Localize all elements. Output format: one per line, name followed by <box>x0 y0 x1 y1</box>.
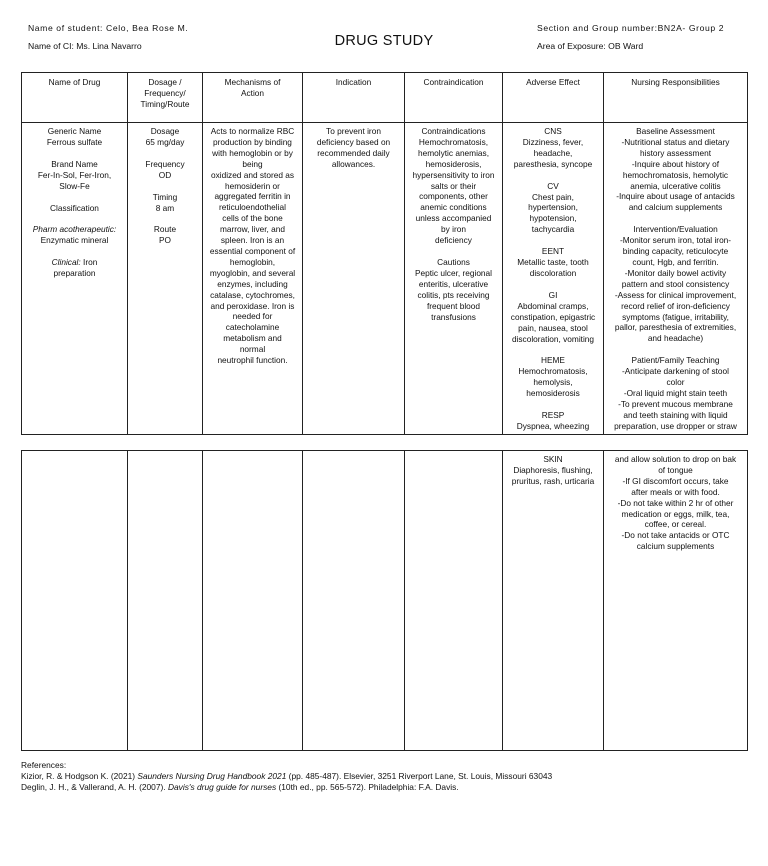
adverse-resp-line: Dyspnea, wheezing <box>516 420 590 431</box>
teaching-line: -If GI discomfort occurs, take <box>622 475 729 486</box>
mechanism-line: enzymes, including <box>217 278 288 289</box>
contraindication-line: salts or their <box>430 180 477 191</box>
mechanism-line: production by binding <box>213 136 292 147</box>
teaching-line: -Do not take antacids or OTC <box>621 530 730 541</box>
mechanism-line: catecholamine <box>225 322 280 333</box>
teaching-line: medication or eggs, milk, tea, <box>621 508 730 519</box>
indication-cell-empty <box>303 451 405 751</box>
mechanism-line: hemoglobin, <box>229 256 276 267</box>
adverse-cv-line: hypertension, <box>528 202 578 213</box>
student-name: Name of student: Celo, Bea Rose M. <box>28 23 189 33</box>
caution-line: enteritis, ulcerative <box>418 278 489 289</box>
drug-study-table <box>21 72 748 435</box>
mechanism-line: reticuloendothelial <box>219 202 286 213</box>
adverse-cns-line: Dizziness, fever, <box>522 136 584 147</box>
mechanism-line: aggregated ferritin in <box>214 191 291 202</box>
indication-line: allowances. <box>331 158 376 169</box>
page-title: DRUG STUDY <box>334 33 434 49</box>
contraindication-line: hemosiderosis, <box>425 158 482 169</box>
adverse-gi-line: constipation, epigastric <box>510 311 596 322</box>
adverse-eent-line: Metallic taste, tooth <box>517 257 589 268</box>
section-group: Section and Group number:BN2A- Group 2 <box>537 23 725 33</box>
ci-name: Name of CI: Ms. Lina Navarro <box>28 41 142 51</box>
mechanism-line: metabolism and <box>223 333 282 344</box>
baseline-line: -Nutritional status and dietary <box>621 136 730 147</box>
mechanism-line: Acts to normalize RBC <box>210 126 295 136</box>
caution-line: transfusions <box>431 311 476 322</box>
intervention-line: -Monitor serum iron, total iron- <box>619 235 732 246</box>
adverse-heme-line: hemolysis, <box>533 377 573 388</box>
baseline-line: -Inquire about history of <box>631 158 720 169</box>
mechanism-line: myoglobin, and several <box>209 267 296 278</box>
teaching-line: of tongue <box>658 464 693 475</box>
teaching-line: -To prevent mucous membrane <box>618 398 733 409</box>
nursing-cell: Baseline Assessment -Nutritional status and dietary history assessment -Inquire about history of hemochromatosis, hemolytic anemia, ulcerative colitis -Inquire about usage of antacids and calcium supplements Intervention/Evaluation -Monitor serum iron, total iron- binding capacity, reticulocyte count, Hgb, and ferritin. -Monitor daily bowel activity pattern and stool consistency -Assess for clinical improvement, record relief of iron-deficiency symptoms (fatigue, irritability, pallor, paresthesia of extremities, and headache) Patient/Family Teaching -Anticipate darkening of stool color -Oral liquid might stain teeth -To prevent mucous membrane and teeth staining with liquid preparation, use dropper or straw <box>604 123 748 435</box>
area-of-exposure: Area of Exposure: OB Ward <box>537 41 644 51</box>
adverse-cv-line: hypotension, <box>529 213 577 224</box>
adverse-cv-line: tachycardia <box>531 224 575 235</box>
teaching-line: after meals or with food. <box>631 486 720 497</box>
contraindication-line: hypersensitivity to iron <box>412 169 495 180</box>
mechanism-line: needed for <box>232 311 273 322</box>
baseline-line: -Inquire about usage of antacids <box>616 191 735 202</box>
table-row <box>22 123 748 435</box>
col-drug-name: Name of Drug <box>22 73 128 123</box>
intervention-line: count, Hgb, and ferritin. <box>632 256 719 267</box>
adverse-cv-line: Chest pain, <box>532 191 574 202</box>
teaching-line: -Oral liquid might stain teeth <box>623 387 728 398</box>
table-header-row <box>22 73 748 123</box>
indication-cell <box>303 123 405 435</box>
drug-name-cell-empty <box>22 451 128 751</box>
intervention-line: pallor, paresthesia of extremities, <box>614 322 737 333</box>
table-row <box>22 451 748 751</box>
mechanism-line: cells of the bone <box>222 213 283 224</box>
adverse-effect-cell: SKIN Diaphoresis, flushing, pruritus, rash, urticaria <box>503 451 604 751</box>
reference-2: Deglin, J. H., & Vallerand, A. H. (2007). Davis's drug guide for nurses (10th ed., pp. 565-572). Philadelphia: F.A. Davis. <box>21 782 459 793</box>
adverse-cns-line: headache, <box>533 147 573 158</box>
drug-study-table-continued <box>21 450 748 751</box>
baseline-line: anemia, ulcerative colitis <box>630 180 721 191</box>
dosage-cell-empty <box>128 451 203 751</box>
teaching-line: -Do not take within 2 hr of other <box>617 497 734 508</box>
contraindication-line: Hemochromatosis, <box>418 136 489 147</box>
adverse-cns-line: paresthesia, syncope <box>513 158 593 169</box>
drug-name-cell: Generic Name Ferrous sulfate Brand Name Fer-In-Sol, Fer-Iron, Slow-Fe Classification Pharm acotherapeutic: Enzymatic mineral Clinical: Iron preparation <box>22 123 128 435</box>
contraindication-line: by iron <box>441 224 466 235</box>
mechanism-cell-empty <box>203 451 303 751</box>
references <box>21 760 552 794</box>
contraindication-cell: Contraindications Hemochromatosis, hemolytic anemias, hemosiderosis, hypersensitivity to iron salts or their components, other anemic conditions unless accompanied by iron deficiency Cautions Peptic ulcer, regional enteritis, ulcerative colitis, pts receiving frequent blood transfusions <box>405 123 503 435</box>
indication-line: deficiency based on <box>316 136 391 147</box>
teaching-line: preparation, use dropper or straw <box>614 420 737 431</box>
contraindication-line: hemolytic anemias, <box>417 147 489 158</box>
contraindication-line: unless accompanied <box>415 213 492 224</box>
adverse-skin-line: pruritus, rash, urticaria <box>511 475 595 486</box>
teaching-line: and teeth staining with liquid <box>623 409 728 420</box>
references-label: References: <box>21 760 67 770</box>
col-adverse-effect: Adverse Effect <box>503 73 604 123</box>
col-mechanism: Mechanisms of Action <box>203 73 303 123</box>
mechanism-line: marrow, liver, and <box>219 224 286 235</box>
intervention-line: binding capacity, reticulocyte <box>622 246 729 257</box>
intervention-line: -Monitor daily bowel activity <box>624 267 727 278</box>
caution-line: frequent blood <box>426 300 481 311</box>
teaching-line: color <box>666 377 685 388</box>
mechanism-line: spleen. Iron is an <box>220 235 285 246</box>
col-contraindication: Contraindication <box>405 73 503 123</box>
mechanism-line: normal <box>239 344 266 355</box>
teaching-line: coffee, or cereal. <box>644 519 707 530</box>
mechanism-line: hemosiderin or <box>225 180 280 191</box>
adverse-heme-line: hemosiderosis <box>526 388 580 399</box>
intervention-line: pattern and stool consistency <box>621 278 730 289</box>
reference-1: Kizior, R. & Hodgson K. (2021) Saunders Nursing Drug Handbook 2021 (pp. 485-487). Elsevier, 3251 Riverport Lane, St. Louis, Missouri 63043 <box>21 771 553 782</box>
baseline-line: hemochromatosis, hemolytic <box>622 169 729 180</box>
baseline-line: and calcium supplements <box>628 202 723 213</box>
teaching-line: -Anticipate darkening of stool <box>621 366 729 377</box>
col-indication: Indication <box>303 73 405 123</box>
adverse-eent-line: discoloration <box>529 267 577 278</box>
adverse-gi-line: pain, nausea, stool <box>518 322 588 333</box>
intervention-line: symptoms (fatigue, irritability, <box>622 311 729 322</box>
mechanism-line: neutrophil function. <box>217 355 288 366</box>
adverse-gi-line: discoloration, vomiting <box>511 333 595 344</box>
adverse-heme-line: Hemochromatosis, <box>518 366 588 377</box>
dosage-cell: Dosage 65 mg/day Frequency OD Timing 8 am Route PO <box>128 123 203 435</box>
mechanism-cell <box>203 123 303 435</box>
teaching-line: calcium supplements <box>636 541 715 552</box>
nursing-cell <box>604 451 748 751</box>
adverse-effect-cell: CNS Dizziness, fever, headache, paresthesia, syncope CV Chest pain, hypertension, hypotension, tachycardia EENT Metallic taste, tooth discoloration GI Abdominal cramps, constipation, epigastric pain, nausea, stool discoloration, vomiting HEME Hemochromatosis, hemolysis, hemosiderosis RESP Dyspnea, wheezing <box>503 123 604 435</box>
adverse-skin-line: Diaphoresis, flushing, <box>513 464 593 475</box>
mechanism-line: catalase, cytochromes, <box>210 289 295 300</box>
indication-line: recommended daily <box>317 147 390 158</box>
contraindication-line: deficiency <box>435 235 472 246</box>
mechanism-line: oxidized and stored as <box>210 169 295 180</box>
indication-line: To prevent iron <box>326 126 381 136</box>
contraindication-cell-empty <box>405 451 503 751</box>
contraindication-line: components, other <box>419 191 488 202</box>
mechanism-line: with hemoglobin or by <box>212 147 293 158</box>
caution-line: Peptic ulcer, regional <box>414 267 493 278</box>
baseline-line: history assessment <box>639 147 711 158</box>
mechanism-line: being <box>242 158 263 169</box>
mechanism-line: essential component of <box>209 245 296 256</box>
col-nursing: Nursing Responsibilities <box>604 73 748 123</box>
intervention-line: and headache) <box>647 333 704 344</box>
intervention-line: -Assess for clinical improvement, <box>614 289 737 300</box>
teaching-line: and allow solution to drop on bak <box>614 454 737 464</box>
contraindication-line: anemic conditions <box>420 202 487 213</box>
caution-line: colitis, pts receiving <box>417 289 490 300</box>
intervention-line: record relief of iron-deficiency <box>621 300 730 311</box>
col-dosage: Dosage / Frequency/ Timing/Route <box>128 73 203 123</box>
adverse-gi-line: Abdominal cramps, <box>517 300 589 311</box>
mechanism-line: and peroxidase. Iron is <box>210 300 295 311</box>
